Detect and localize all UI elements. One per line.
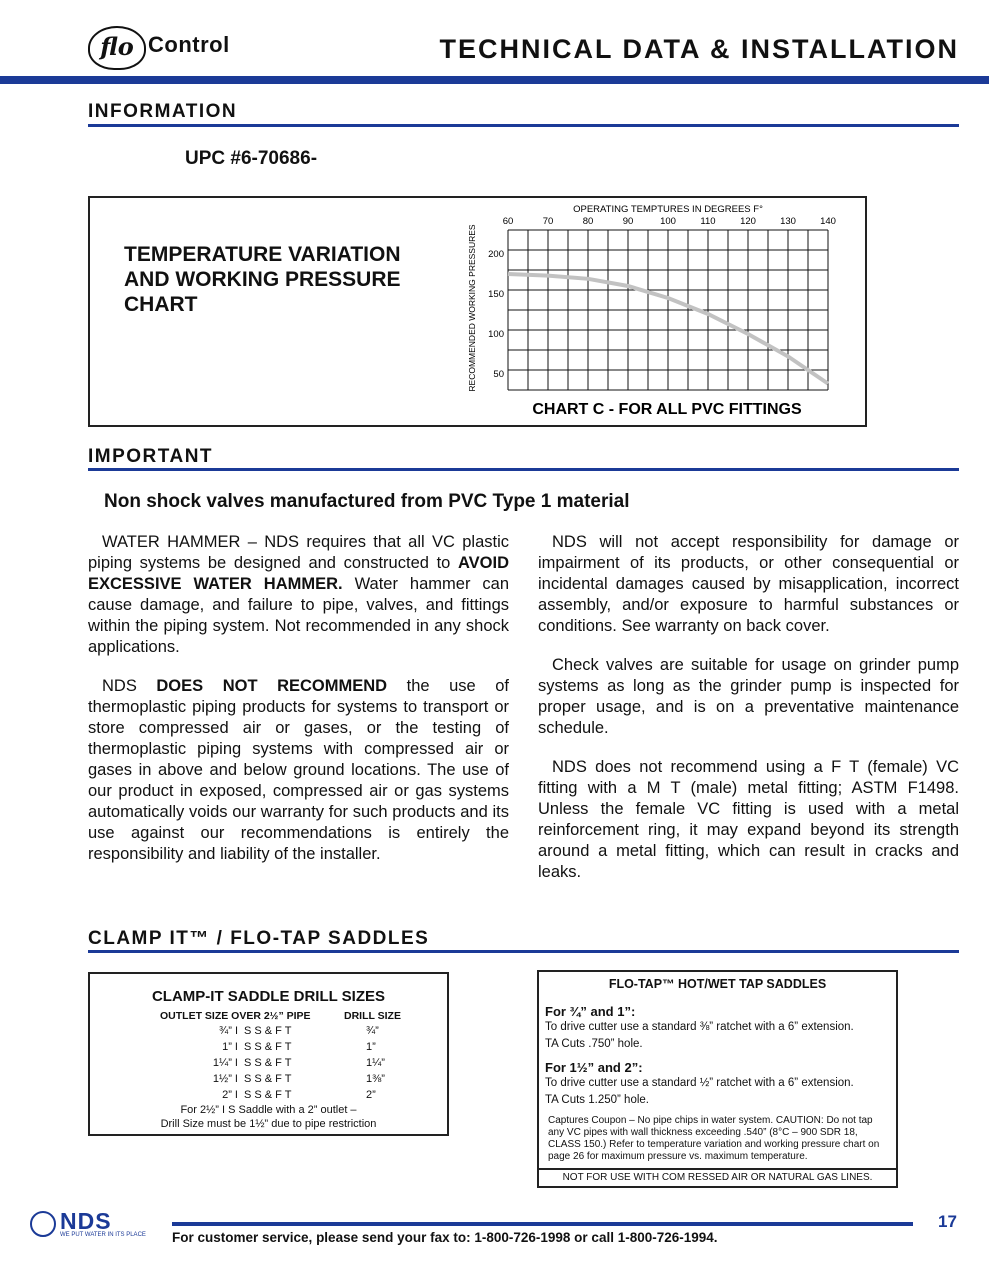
x-tick-label: 60 bbox=[502, 216, 514, 227]
divider bbox=[539, 1168, 896, 1170]
page-number: 17 bbox=[938, 1212, 957, 1231]
chart-panel-title bbox=[124, 242, 424, 317]
footer-bar bbox=[172, 1222, 913, 1226]
important-subheading: Non shock valves manufactured from PVC Type 1 material bbox=[104, 491, 630, 512]
col-header-outlet: OUTLET SIZE OVER 2½” PIPE bbox=[160, 1010, 311, 1022]
nds-logo bbox=[30, 1210, 158, 1240]
flo-tap-cut-size: TA Cuts 1.250” hole. bbox=[545, 1094, 649, 1106]
page-title: TECHNICAL DATA & INSTALLATION bbox=[439, 34, 959, 64]
y-tick-label: 150 bbox=[488, 289, 504, 300]
fitting-paragraph: NDS does not recommend using a F T (female) VC fitting with a M T (male) metal fitting; ASTM F1498. Unless the female VC fitting is used with a metal reinforcement ring, it may expand beyond its strength around a metal fitting, which can result in cracks and leaks. bbox=[538, 758, 959, 881]
x-tick-label: 120 bbox=[740, 216, 756, 227]
drill-row-type: S S & F T bbox=[244, 1089, 292, 1101]
header-bar bbox=[0, 76, 989, 84]
responsibility-paragraph: NDS will not accept responsibility for damage or impairment of its products, or other consequential or incidental damages caused by misapplication, incorrect assembly, and/or exposure to harmful substances or conditions. See warranty on back cover. bbox=[538, 533, 959, 635]
check-valves-paragraph: Check valves are suitable for usage on grinder pump systems as long as the grinder pump is inspected for proper usage, and is on a preventative maintenance schedule. bbox=[538, 656, 959, 737]
drill-row-drill: 1” bbox=[366, 1041, 376, 1053]
clamp-it-drill-sizes-box bbox=[88, 972, 449, 1136]
drill-row-size: ¾” I bbox=[219, 1025, 238, 1037]
x-tick-label: 130 bbox=[780, 216, 796, 227]
drill-row-drill: 2” bbox=[366, 1089, 376, 1101]
drill-row-type: S S & F T bbox=[244, 1041, 292, 1053]
drill-row-size: 2” I bbox=[222, 1089, 238, 1101]
x-tick-label: 140 bbox=[820, 216, 836, 227]
logo-flo-mark: flo bbox=[88, 26, 146, 70]
drill-row-size: 1¼” I bbox=[212, 1057, 238, 1069]
x-tick-label: 80 bbox=[582, 216, 594, 227]
text-run: Water hammer can cause damage, and failure to pipe, valves, and fittings within the piping system. Not recommended in any shock applications. bbox=[88, 575, 509, 656]
chart-caption: CHART C - FOR ALL PVC FITTINGS bbox=[532, 401, 802, 418]
drill-row-size: 1½” I bbox=[212, 1073, 238, 1085]
drill-row-type: S S & F T bbox=[244, 1057, 292, 1069]
x-tick-label: 70 bbox=[542, 216, 554, 227]
y-tick-label: 200 bbox=[488, 249, 504, 260]
col-header-drill: DRILL SIZE bbox=[344, 1010, 401, 1022]
drill-row-size: 1” I bbox=[222, 1041, 238, 1053]
text-run: WATER HAMMER – NDS requires that all VC plastic piping systems be designed and constructed to bbox=[88, 533, 509, 572]
nds-logo-text: NDS bbox=[60, 1208, 112, 1234]
drill-row-type: S S & F T bbox=[244, 1073, 292, 1085]
y-tick-labels bbox=[488, 249, 504, 380]
x-tick-label: 100 bbox=[660, 216, 676, 227]
upc-code: UPC #6-70686- bbox=[185, 148, 318, 169]
important-column-left bbox=[88, 532, 509, 883]
flo-tap-warning: NOT FOR USE WITH COM RESSED AIR OR NATURAL GAS LINES. bbox=[562, 1172, 873, 1183]
important-column-right bbox=[538, 532, 959, 901]
water-hammer-paragraph bbox=[88, 532, 509, 658]
pressure-chart bbox=[460, 198, 860, 424]
flo-tap-instruction: To drive cutter use a standard ⅜” ratchet with a 6” extension. bbox=[545, 1021, 854, 1033]
x-tick-label: 90 bbox=[622, 216, 634, 227]
drill-row-drill: ¾” bbox=[366, 1025, 379, 1037]
globe-icon bbox=[30, 1211, 56, 1237]
flo-tap-caution: Captures Coupon – No pipe chips in water system. CAUTION: Do not tap any VC pipes with wall thickness exceeding .540” (8°C – 900 SDR 18, CLASS 150.) Refer to temperature variation and working pressure chart on page 26 for maximum pressure vs. maximum temperature. bbox=[548, 1115, 880, 1162]
chart-grid bbox=[508, 230, 828, 390]
chart-panel-title-line: AND WORKING PRESSURE bbox=[124, 268, 401, 291]
customer-service-line: For customer service, please send your fax to: 1-800-726-1998 or call 1-800-726-1994. bbox=[172, 1230, 718, 1245]
chart-panel-title-line: CHART bbox=[124, 293, 198, 316]
text-run: the use of thermoplastic piping products for systems to transport or store compressed air or gases, or the testing of thermoplastic piping systems with compressed air or gases in above and below ground locations. The use of our product in exposed, compressed air or gas systems automatically voids our warranty for such products and its use against our recommendations is entirely the responsibility and liability of the installer. bbox=[88, 677, 510, 863]
y-tick-label: 50 bbox=[493, 369, 504, 380]
nds-tagline: WE PUT WATER IN ITS PLACE bbox=[60, 1232, 146, 1238]
section-heading-important: IMPORTANT bbox=[88, 446, 214, 467]
x-tick-labels bbox=[503, 216, 836, 227]
section-rule bbox=[88, 468, 959, 471]
flo-tap-instruction: To drive cutter use a standard ½” ratchet with a 6” extension. bbox=[545, 1077, 854, 1089]
section-rule bbox=[88, 124, 959, 127]
x-tick-label: 110 bbox=[700, 216, 716, 227]
flo-tap-saddles-box bbox=[537, 970, 898, 1188]
section-heading-information: INFORMATION bbox=[88, 101, 238, 122]
drill-note-line: For 2½” I S Saddle with a 2” outlet – bbox=[180, 1104, 357, 1116]
flo-tap-size-heading: For 1½” and 2”: bbox=[545, 1060, 643, 1075]
section-heading-clamp-it: CLAMP IT™ / FLO-TAP SADDLES bbox=[88, 928, 430, 949]
y-tick-label: 100 bbox=[488, 329, 504, 340]
drill-row-type: S S & F T bbox=[244, 1025, 292, 1037]
drill-note-line: Drill Size must be 1½” due to pipe restriction bbox=[160, 1118, 377, 1130]
flo-control-logo bbox=[88, 26, 248, 70]
emphasis-text: AVOID EXCESSIVE WATER HAMMER. bbox=[88, 554, 509, 593]
logo-control-text: Control bbox=[148, 32, 230, 57]
flo-tap-title: FLO-TAP™ HOT/WET TAP SADDLES bbox=[608, 977, 827, 991]
section-rule bbox=[88, 950, 959, 953]
compressed-air-paragraph bbox=[88, 676, 509, 865]
y-axis-label: RECOMMENDED WORKING PRESSURES bbox=[467, 224, 477, 392]
drill-row-drill: 1¼” bbox=[366, 1057, 385, 1069]
text-run: NDS bbox=[102, 677, 157, 695]
drill-sizes-title: CLAMP-IT SADDLE DRILL SIZES bbox=[151, 988, 386, 1005]
chart-panel-title-line: TEMPERATURE VARIATION bbox=[124, 243, 401, 266]
chart-title: OPERATING TEMPTURES IN DEGREES F° bbox=[573, 204, 763, 215]
flo-tap-size-heading: For ¾” and 1”: bbox=[545, 1004, 636, 1019]
emphasis-text: DOES NOT RECOMMEND bbox=[156, 677, 388, 695]
drill-row-drill: 1⅜” bbox=[366, 1073, 385, 1085]
flo-tap-cut-size: TA Cuts .750” hole. bbox=[545, 1038, 643, 1050]
